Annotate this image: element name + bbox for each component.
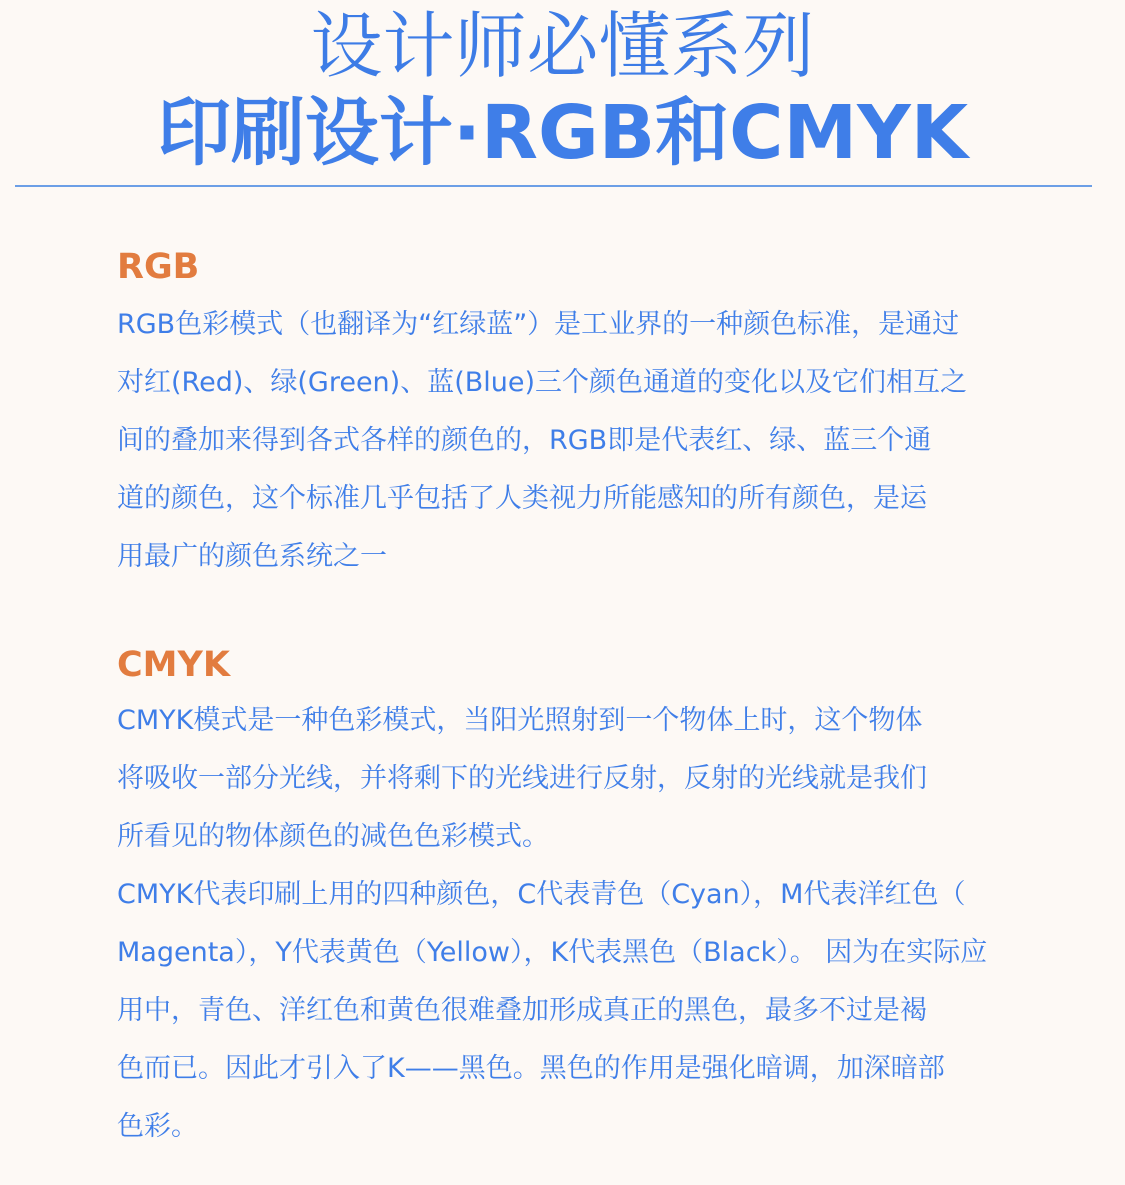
section-body-rgb [117,296,1017,586]
section-body-cmyk [117,692,1017,1156]
paragraph-line: CMYK模式是一种色彩模式，当阳光照射到一个物体上时，这个物体 [117,705,923,736]
paragraph-line: 色彩。 [117,1111,198,1142]
paragraph-line: 用最广的颜色系统之一 [117,541,387,572]
paragraph-line: 对红(Red)、绿(Green)、蓝(Blue)三个颜色通道的变化以及它们相互之 [117,367,968,398]
paragraph-line: CMYK代表印刷上用的四种颜色，C代表青色（Cyan），M代表洋红色（ [117,879,966,910]
paragraph-line: 将吸收一部分光线，并将剩下的光线进行反射，反射的光线就是我们 [117,763,927,794]
section-rgb [117,247,1017,586]
section-heading-cmyk: CMYK [117,645,230,685]
series-title: 设计师必懂系列 [310,4,815,88]
main-title: 印刷设计·RGB和CMYK [156,90,969,176]
paragraph-line: RGB色彩模式（也翻译为“红绿蓝”）是工业界的一种颜色标准，是通过 [117,309,960,340]
paragraph-line: 道的颜色，这个标准几乎包括了人类视力所能感知的所有颜色，是运 [117,483,927,514]
paragraph-line: 间的叠加来得到各式各样的颜色的，RGB即是代表红、绿、蓝三个通 [117,425,932,456]
section-heading-rgb: RGB [117,247,200,287]
section-cmyk [117,645,1017,1156]
paragraph-line: 所看见的物体颜色的减色色彩模式。 [117,821,549,852]
title-divider [15,185,1092,187]
paragraph-line: 色而已。因此才引入了K——黑色。黑色的作用是强化暗调，加深暗部 [117,1053,945,1084]
paragraph-line: 用中，青色、洋红色和黄色很难叠加形成真正的黑色，最多不过是褐 [117,995,927,1026]
paragraph-line: Magenta），Y代表黄色（Yellow），K代表黑色（Black）。 因为在实际应 [117,937,988,968]
